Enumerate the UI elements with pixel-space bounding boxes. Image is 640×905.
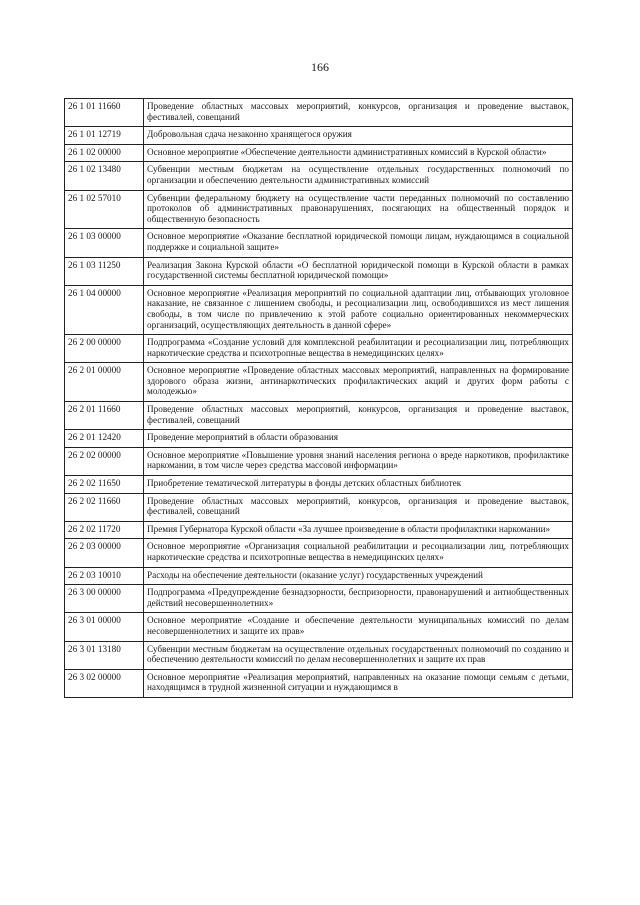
row-description: Реализация Закона Курской области «О бесплатной юридической помощи в Курской области в рамках государственной системы бесплатной юридической помощи» <box>144 257 573 285</box>
row-description: Основное мероприятие «Оказание бесплатной юридической помощи лицам, нуждающимся в социальной поддержке и социальной защите» <box>144 229 573 257</box>
table-row <box>65 641 573 669</box>
row-description: Проведение областных массовых мероприятий, конкурсов, организация и проведение выставок, фестивалей, совещаний <box>144 402 573 430</box>
table-row <box>65 127 573 145</box>
row-description: Подпрограмма «Создание условий для комплексной реабилитации и ресоциализации лиц, потребляющих наркотические средства и психотропные вещества в немедицинских целях» <box>144 335 573 363</box>
row-description: Основное мероприятие «Создание и обеспечение деятельности муниципальных комиссий по делам несовершеннолетних и защите их прав» <box>144 613 573 641</box>
table-row <box>65 493 573 521</box>
row-code: 26 3 02 00000 <box>65 669 144 697</box>
table-row <box>65 229 573 257</box>
row-description: Проведение областных массовых мероприятий, конкурсов, организация и проведение выставок, фестивалей, совещаний <box>144 493 573 521</box>
row-code: 26 1 03 00000 <box>65 229 144 257</box>
row-code: 26 2 02 00000 <box>65 447 144 475</box>
row-description: Субвенции федеральному бюджету на осуществление части переданных полномочий по составлению протоколов об административных правонарушениях, посягающих на общественный порядок и общественную безопасность <box>144 190 573 229</box>
table-row <box>65 402 573 430</box>
row-code: 26 1 01 11660 <box>65 99 144 127</box>
table-row <box>65 363 573 402</box>
row-code: 26 1 01 12719 <box>65 127 144 145</box>
row-description: Проведение областных массовых мероприятий, конкурсов, организация и проведение выставок, фестивалей, совещаний <box>144 99 573 127</box>
table-row <box>65 447 573 475</box>
row-code: 26 2 02 11660 <box>65 493 144 521</box>
row-code: 26 2 02 11720 <box>65 521 144 539</box>
table-row <box>65 99 573 127</box>
table-row <box>65 521 573 539</box>
row-code: 26 1 02 00000 <box>65 144 144 162</box>
row-code: 26 1 04 00000 <box>65 285 144 334</box>
row-code: 26 2 01 12420 <box>65 430 144 448</box>
table-row <box>65 144 573 162</box>
row-code: 26 2 00 00000 <box>65 335 144 363</box>
table-row <box>65 190 573 229</box>
row-code: 26 3 00 00000 <box>65 585 144 613</box>
table-row <box>65 613 573 641</box>
table-body <box>65 99 573 698</box>
row-description: Субвенции местным бюджетам на осуществление отдельных государственных полномочий по организации и обеспечению деятельности административных комиссий <box>144 162 573 190</box>
row-description: Премия Губернатора Курской области «За лучшее произведение в области профилактики наркомании» <box>144 521 573 539</box>
table-row <box>65 335 573 363</box>
row-description: Основное мероприятие «Реализация мероприятий по социальной адаптации лиц, отбывающих уголовное наказание, не связанное с лишением свободы, и ресоциализации лиц, освободившихся из мест лишения свободы, в том числе по привлечению к этой работе социально ориентированных некоммерческих организаций, осуществляющих деятельность в данной сфере» <box>144 285 573 334</box>
table-row <box>65 567 573 585</box>
table-row <box>65 285 573 334</box>
table-row <box>65 585 573 613</box>
row-code: 26 2 01 11660 <box>65 402 144 430</box>
table-row <box>65 430 573 448</box>
row-description: Подпрограмма «Предупреждение безнадзорности, беспризорности, правонарушений и антиобщественных действий несовершеннолетних» <box>144 585 573 613</box>
row-description: Приобретение тематической литературы в фонды детских областных библиотек <box>144 476 573 494</box>
table-row <box>65 669 573 697</box>
page-number: 166 <box>311 60 329 74</box>
row-code: 26 2 03 00000 <box>65 539 144 567</box>
table-row <box>65 476 573 494</box>
budget-code-table <box>64 98 573 698</box>
row-code: 26 2 02 11650 <box>65 476 144 494</box>
row-description: Основное мероприятие «Повышение уровня знаний населения региона о вреде наркотиков, профилактике наркомании, в том числе через средства массовой информации» <box>144 447 573 475</box>
row-code: 26 1 02 13480 <box>65 162 144 190</box>
row-code: 26 2 01 00000 <box>65 363 144 402</box>
row-description: Проведение мероприятий в области образования <box>144 430 573 448</box>
table-row <box>65 162 573 190</box>
row-description: Субвенции местным бюджетам на осуществление отдельных государственных полномочий по созданию и обеспечению деятельности комиссий по делам несовершеннолетних и защите их прав <box>144 641 573 669</box>
row-description: Расходы на обеспечение деятельности (оказание услуг) государственных учреждений <box>144 567 573 585</box>
row-code: 26 3 01 00000 <box>65 613 144 641</box>
table-row <box>65 539 573 567</box>
row-code: 26 3 01 13180 <box>65 641 144 669</box>
row-code: 26 2 03 10010 <box>65 567 144 585</box>
row-description: Добровольная сдача незаконно хранящегося оружия <box>144 127 573 145</box>
row-description: Основное мероприятие «Реализация мероприятий, направленных на оказание помощи семьям с детьми, находящимся в трудной жизненной ситуации и нуждающимся в <box>144 669 573 697</box>
row-description: Основное мероприятие «Проведение областных массовых мероприятий, направленных на формирование здорового образа жизни, антинаркотических профилактических акций и других форм работы с молодежью» <box>144 363 573 402</box>
row-code: 26 1 02 57010 <box>65 190 144 229</box>
table-row <box>65 257 573 285</box>
row-description: Основное мероприятие «Организация социальной реабилитации и ресоциализации лиц, потребляющих наркотические средства и психотропные вещества в немедицинских целях» <box>144 539 573 567</box>
row-description: Основное мероприятие «Обеспечение деятельности административных комиссий в Курской области» <box>144 144 573 162</box>
row-code: 26 1 03 11250 <box>65 257 144 285</box>
